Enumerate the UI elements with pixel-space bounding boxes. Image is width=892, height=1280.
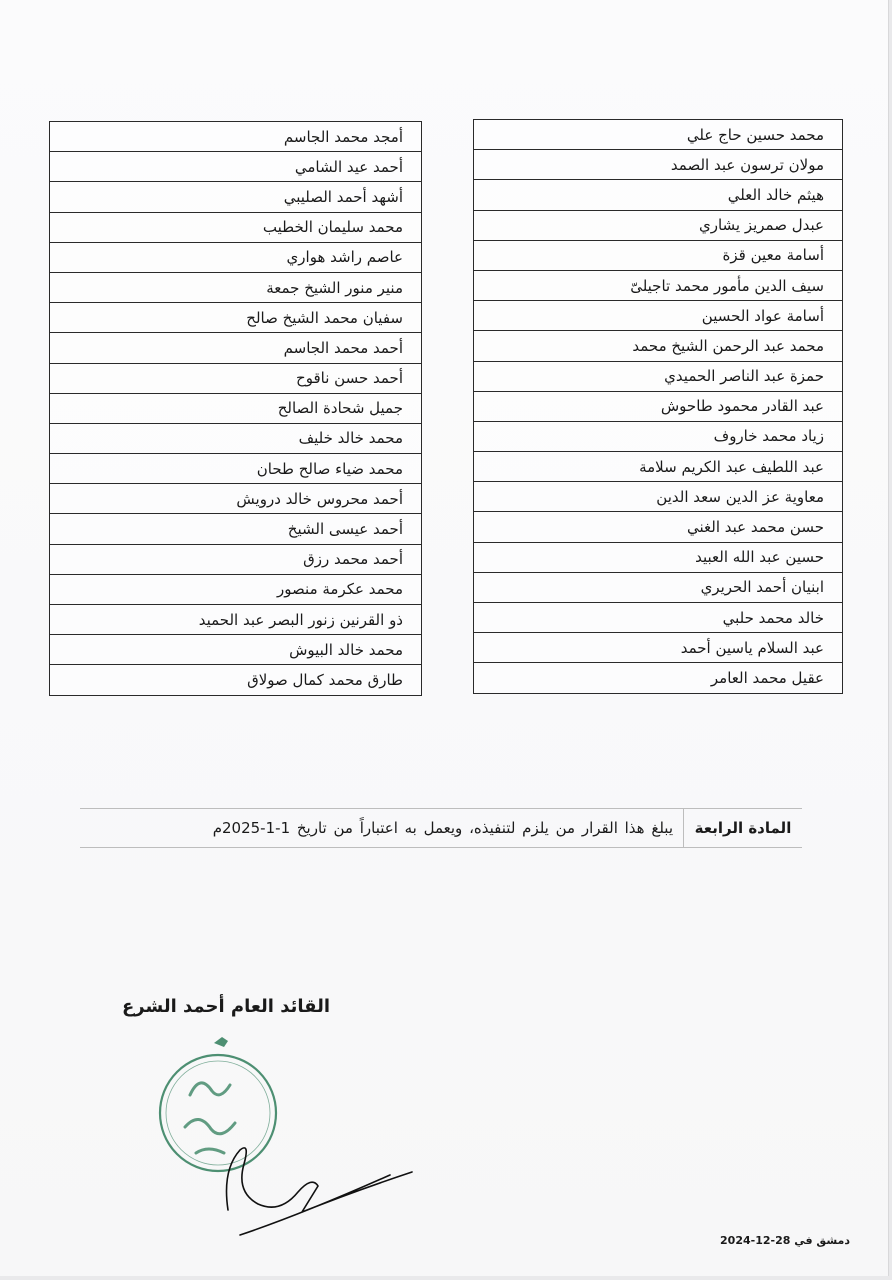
name-row-left — [50, 605, 422, 635]
name-row-left — [50, 272, 422, 302]
name-row-left — [50, 122, 422, 152]
name-row-right — [474, 301, 843, 331]
name-row-left — [50, 514, 422, 544]
name-cell: حسين عبد الله العبيد — [474, 542, 843, 572]
name-cell: خالد محمد حلبي — [474, 603, 843, 633]
name-row-left — [50, 303, 422, 333]
name-row-right — [474, 270, 843, 300]
name-row-left — [50, 212, 422, 242]
name-row-right — [474, 633, 843, 663]
name-row-right — [474, 210, 843, 240]
name-cell: جميل شحادة الصالح — [50, 393, 422, 423]
name-row-right — [474, 391, 843, 421]
name-row-left — [50, 544, 422, 574]
names-table-left — [49, 121, 422, 696]
name-row-right — [474, 331, 843, 361]
name-row-left — [50, 423, 422, 453]
name-row-right — [474, 542, 843, 572]
name-row-right — [474, 482, 843, 512]
name-cell: حسن محمد عبد الغني — [474, 512, 843, 542]
name-cell: معاوية عز الدين سعد الدين — [474, 482, 843, 512]
name-row-right — [474, 150, 843, 180]
name-cell: محمد عكرمة منصور — [50, 574, 422, 604]
name-cell: حمزة عبد الناصر الحميدي — [474, 361, 843, 391]
name-cell: ابنيان أحمد الحريري — [474, 572, 843, 602]
article-text: يبلغ هذا القرار من يلزم لتنفيذه، ويعمل به اعتباراً من تاريخ 1-1-2025م — [212, 819, 673, 837]
name-cell: سفيان محمد الشيخ صالح — [50, 303, 422, 333]
article-label: المادة الرابعة — [683, 809, 802, 847]
name-row-right — [474, 452, 843, 482]
name-cell: ذو القرنين زنور البصر عبد الحميد — [50, 605, 422, 635]
name-cell: عبد السلام ياسين أحمد — [474, 633, 843, 663]
name-row-left — [50, 484, 422, 514]
name-row-left — [50, 665, 422, 695]
name-cell: هيثم خالد العلي — [474, 180, 843, 210]
name-cell: عبد اللطيف عبد الكريم سلامة — [474, 452, 843, 482]
article-four-row — [80, 808, 802, 848]
name-cell: منير منور الشيخ جمعة — [50, 272, 422, 302]
name-cell: محمد خالد خليف — [50, 423, 422, 453]
name-row-right — [474, 512, 843, 542]
name-cell: أحمد عيد الشامي — [50, 152, 422, 182]
name-row-left — [50, 182, 422, 212]
name-row-left — [50, 333, 422, 363]
name-row-right — [474, 361, 843, 391]
name-row-right — [474, 663, 843, 693]
name-row-right — [474, 240, 843, 270]
name-row-left — [50, 242, 422, 272]
name-row-left — [50, 635, 422, 665]
name-cell: محمد حسين حاج علي — [474, 120, 843, 150]
name-cell: أحمد حسن ناقوح — [50, 363, 422, 393]
name-cell: طارق محمد كمال صولاق — [50, 665, 422, 695]
name-cell: أمجد محمد الجاسم — [50, 122, 422, 152]
signature-stroke — [227, 1148, 413, 1235]
name-cell: سيف الدين مأمور محمد تاجيلىّ — [474, 270, 843, 300]
seal-stamp — [160, 1037, 276, 1171]
document-date: دمشق في 28-12-2024 — [720, 1234, 850, 1247]
name-cell: محمد سليمان الخطيب — [50, 212, 422, 242]
name-cell: أشهد أحمد الصليبي — [50, 182, 422, 212]
name-cell: محمد عبد الرحمن الشيخ محمد — [474, 331, 843, 361]
name-row-right — [474, 572, 843, 602]
name-cell: أسامة معين قزة — [474, 240, 843, 270]
name-row-left — [50, 363, 422, 393]
name-cell: أحمد محمد رزق — [50, 544, 422, 574]
name-cell: مولان ترسون عبد الصمد — [474, 150, 843, 180]
name-cell: زياد محمد خاروف — [474, 421, 843, 451]
name-cell: عاصم راشد هواري — [50, 242, 422, 272]
name-cell: أحمد محروس خالد درويش — [50, 484, 422, 514]
name-cell: أسامة عواد الحسين — [474, 301, 843, 331]
name-row-left — [50, 393, 422, 423]
name-row-left — [50, 454, 422, 484]
name-cell: عبد القادر محمود طاحوش — [474, 391, 843, 421]
name-row-right — [474, 603, 843, 633]
name-cell: عبدل صمريز يشاري — [474, 210, 843, 240]
name-row-right — [474, 120, 843, 150]
name-cell: محمد خالد البيوش — [50, 635, 422, 665]
name-cell: أحمد عيسى الشيخ — [50, 514, 422, 544]
names-table-right — [473, 119, 843, 694]
name-cell: عقيل محمد العامر — [474, 663, 843, 693]
name-row-left — [50, 574, 422, 604]
name-row-right — [474, 180, 843, 210]
name-cell: أحمد محمد الجاسم — [50, 333, 422, 363]
official-seal-and-signature — [150, 1035, 430, 1255]
names-table-right-body — [474, 120, 843, 694]
name-row-left — [50, 152, 422, 182]
names-table-left-body — [50, 122, 422, 696]
signer-title: القائد العام أحمد الشرع — [122, 996, 330, 1017]
name-cell: محمد ضياء صالح طحان — [50, 454, 422, 484]
name-row-right — [474, 421, 843, 451]
